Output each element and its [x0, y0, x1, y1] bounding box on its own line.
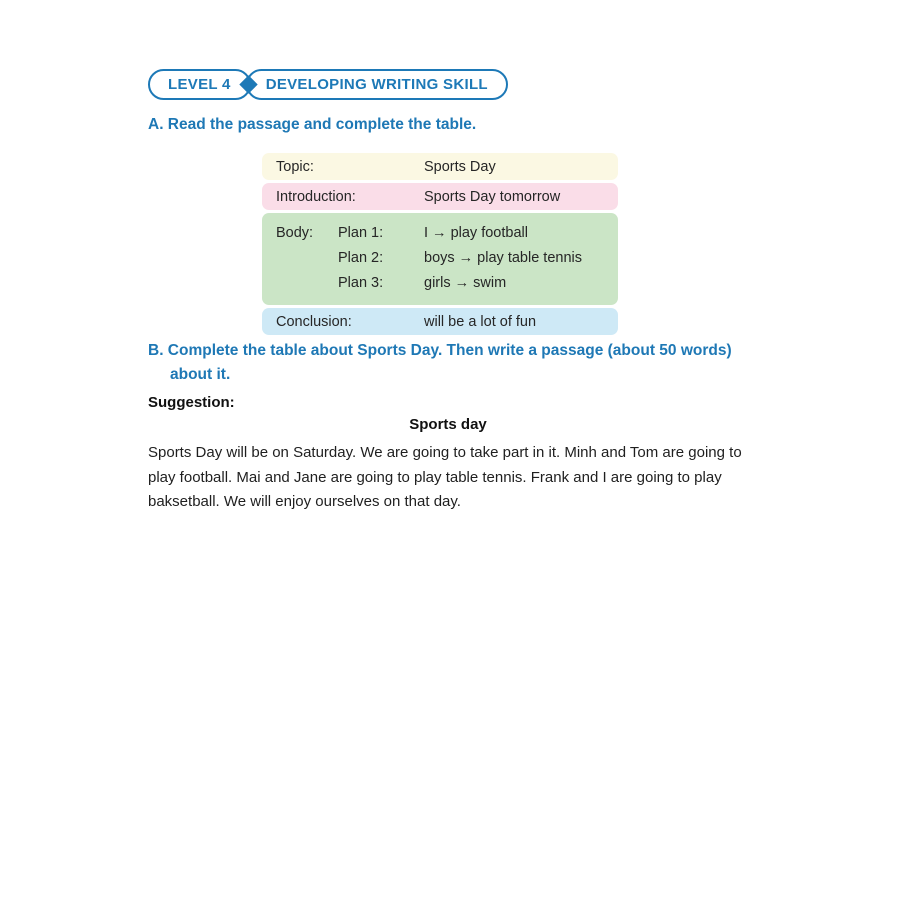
suggestion-label: Suggestion: — [148, 394, 235, 411]
level-badge-label: LEVEL 4 — [168, 76, 231, 93]
passage-table — [262, 153, 618, 335]
body-label: Body: — [276, 225, 314, 241]
skill-badge — [246, 69, 508, 100]
conclusion-value: will be a lot of fun — [424, 313, 537, 330]
plan-3-label: Plan 3: — [338, 275, 384, 291]
topic-value: Sports Day — [424, 158, 496, 175]
table-row-introduction — [262, 183, 618, 210]
level-badge — [148, 69, 251, 100]
topic-label: Topic: — [276, 158, 314, 175]
header-badges — [148, 69, 508, 100]
passage-title: Sports day — [409, 416, 487, 433]
skill-badge-label: DEVELOPING WRITING SKILL — [265, 76, 488, 93]
plan-3-value: girls → swim — [424, 275, 507, 291]
conclusion-label: Conclusion: — [276, 313, 352, 330]
plan-1-value: I → play football — [424, 225, 528, 241]
body-value-cell — [410, 221, 618, 296]
body-plan-labels — [338, 221, 383, 296]
body-label-cell — [262, 221, 410, 296]
introduction-label: Introduction: — [276, 188, 356, 205]
section-a-heading: A. Read the passage and complete the table. — [148, 116, 477, 133]
passage-text: Sports Day will be on Saturday. We are going to take part in it. Minh and Tom are going to play football. Mai and Jane are going to play table tennis. Frank and I are going to play baksetball. We will enjoy ourselves on that day. — [148, 444, 742, 510]
body-plan-values — [424, 221, 618, 296]
table-row-topic — [262, 153, 618, 180]
table-row-conclusion — [262, 308, 618, 335]
plan-1-label: Plan 1: — [338, 225, 384, 241]
introduction-value: Sports Day tomorrow — [424, 188, 561, 205]
section-b-heading: B. Complete the table about Sports Day. Then write a passage (about 50 words) about it. — [148, 342, 732, 383]
plan-2-label: Plan 2: — [338, 250, 384, 266]
table-row-body — [262, 213, 618, 305]
plan-2-value: boys → play table tennis — [424, 250, 582, 266]
